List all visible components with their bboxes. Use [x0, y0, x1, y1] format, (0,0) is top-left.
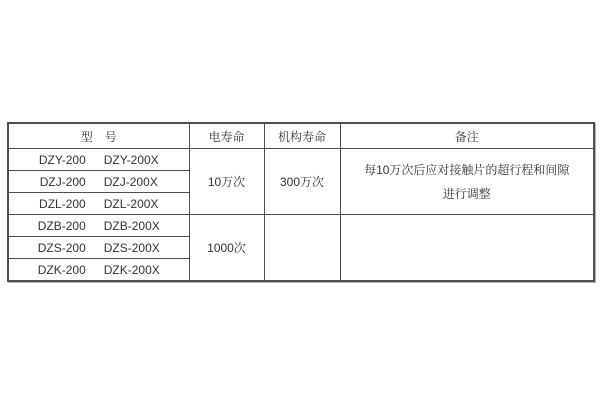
model-pair	[9, 241, 189, 255]
remarks-cell	[340, 215, 594, 282]
model-pair	[9, 263, 189, 277]
model-cell	[8, 149, 189, 171]
model-cell	[8, 215, 189, 237]
header-row	[8, 123, 594, 149]
model-name: DZB-200	[37, 218, 86, 233]
header-model: 型 号	[8, 123, 189, 149]
model-name: DZY-200	[38, 152, 86, 167]
model-cell	[8, 259, 189, 282]
electrical-life-cell: 1000次	[189, 215, 264, 282]
remarks-cell	[340, 149, 594, 215]
model-name-x: DZS-200X	[103, 240, 160, 255]
electrical-life-cell: 10万次	[189, 149, 264, 215]
table-row-dzy	[8, 149, 594, 171]
model-name-x: DZJ-200X	[103, 174, 158, 189]
mechanical-life-cell	[264, 215, 340, 282]
model-name-x: DZK-200X	[103, 262, 160, 277]
model-pair	[9, 219, 189, 233]
header-remarks: 备注	[340, 123, 594, 149]
model-name: DZS-200	[37, 240, 86, 255]
model-cell	[8, 171, 189, 193]
model-name-x: DZY-200X	[103, 152, 159, 167]
table-row-dzb	[8, 215, 594, 237]
model-name: DZJ-200	[39, 174, 86, 189]
spec-table	[7, 122, 595, 282]
model-name-x: DZL-200X	[103, 196, 159, 211]
model-pair	[9, 197, 189, 211]
model-pair	[9, 153, 189, 167]
remarks-line-1: 每10万次后应对接触片的超行程和间隙	[364, 162, 570, 177]
model-pair	[9, 175, 189, 189]
model-name: DZK-200	[37, 262, 86, 277]
model-cell	[8, 193, 189, 215]
spec-table-container	[7, 122, 593, 282]
mechanical-life-cell: 300万次	[264, 149, 340, 215]
model-name: DZL-200	[39, 196, 86, 211]
remarks-line-2: 进行调整	[442, 186, 491, 201]
header-mechanical-life: 机构寿命	[264, 123, 340, 149]
model-cell	[8, 237, 189, 259]
header-electrical-life: 电寿命	[189, 123, 264, 149]
model-name-x: DZB-200X	[103, 218, 160, 233]
